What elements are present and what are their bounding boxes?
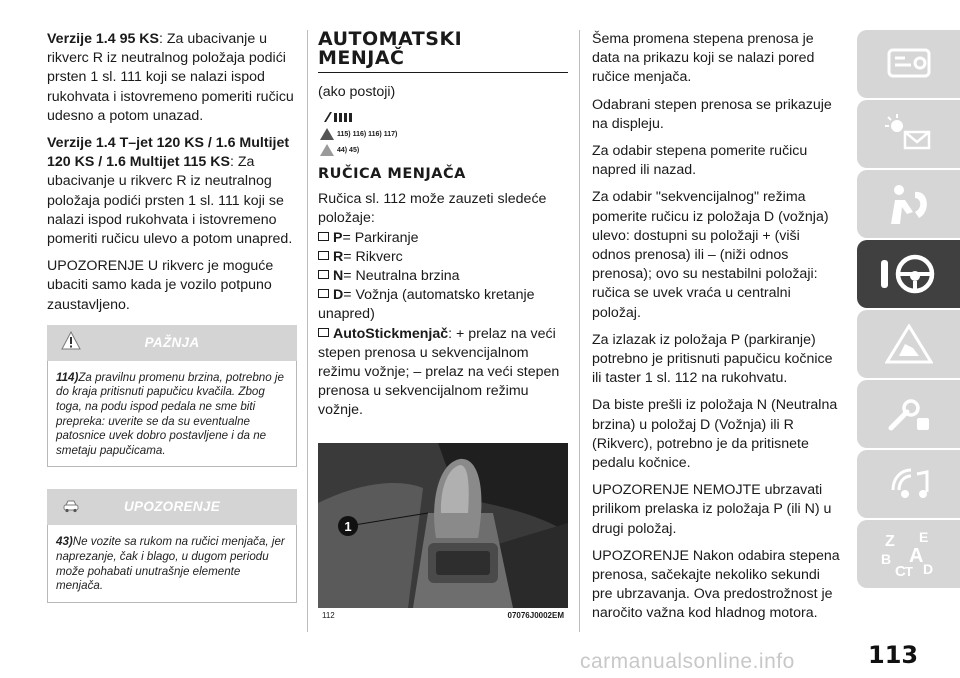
reverse-warning-text: UPOZORENJE U rikverc je moguće ubaciti samo kada je vozilo potpuno zaustavljeno. [47, 258, 274, 313]
tab-starting-driving[interactable] [857, 240, 960, 308]
note-number: 43) [56, 535, 73, 549]
caution-body [47, 525, 297, 602]
column-divider [307, 30, 308, 632]
body-paragraph: Za odabir stepena pomerite ručicu napred ili nazad. [592, 143, 808, 179]
tab-emergency[interactable] [857, 310, 960, 378]
service-wrench-icon [885, 394, 933, 434]
body-paragraph: Da biste prešli iz položaja N (Neutralna brzina) u položaj D (Vožnja) ili R (Rikverc), potrebno je da pritisnete pedalu kočnice. [592, 397, 838, 472]
note-number: 114) [56, 370, 79, 384]
note-text: Za pravilnu promenu brzina, potrebno je do kraja pritisnuti papučicu kvačila. Zbog toga, na podu ispod pedala ne sme biti prepreka: uverite se da su eventualne patosnice uvek dobro postavljene i da ne smetaju papučicama. [56, 370, 284, 457]
tab-warning-lights[interactable] [857, 100, 960, 168]
index-letter: E [918, 529, 928, 545]
figure-112 [318, 443, 568, 620]
figure-code: 07076J0002EM [507, 610, 564, 620]
title-line: AUTOMATSKI [318, 28, 463, 50]
gear-position-item [318, 267, 568, 286]
gear-desc: = Parkiranje [342, 229, 419, 246]
title-underline [318, 72, 568, 73]
subtitle: (ako postoji) [318, 84, 396, 100]
gear-desc: = Vožnja (automatsko kretanje unapred) [318, 287, 535, 323]
index-letter: A [908, 545, 923, 567]
body-paragraph: UPOZORENJE Nakon odabira stepena prenosa, sačekajte nekoliko sekundi pre ubrzavanja. Ova predostrožnost je naročito važna kod hladnog motora. [592, 547, 840, 622]
column-divider [579, 30, 580, 632]
middle-column [318, 30, 568, 620]
index-letter: T [904, 564, 913, 579]
title-line: MENJAČ [318, 47, 405, 69]
caution-title: UPOZORENJE [123, 499, 221, 515]
attention-title: PAŽNJA [144, 334, 200, 350]
gear-key: N [333, 268, 344, 285]
gear-key: AutoStickmenjač [333, 325, 449, 342]
caution-refs-row [320, 144, 568, 156]
version-label: Verzije 1.4 T–jet 120 KS / 1.6 Multijet 120 KS / 1.6 Multijet 115 KS [47, 135, 290, 171]
auto-gear-logo-row [320, 110, 568, 124]
page-number: 113 [868, 641, 919, 669]
gear-desc: = Rikverc [343, 248, 403, 265]
watermark: carmanualsonline.info [580, 650, 795, 673]
index-icon [879, 528, 939, 580]
attention-box [47, 325, 297, 468]
caution-refs: 44) 45) [337, 146, 360, 154]
caution-triangle-icon [320, 144, 334, 156]
bullet-square [318, 251, 329, 260]
index-letter: B [880, 551, 891, 567]
tab-dashboard[interactable] [857, 30, 960, 98]
version-text: : Za ubacivanje u rikverc R iz neutralnog položaja podići prsten 1 sl. 111 koji se nalazi ispod rukohvata i istovremeno pomeriti ručicu udesno a potom unazad. [47, 31, 294, 124]
dashboard-icon [887, 46, 931, 82]
caution-box [47, 489, 297, 602]
version-label: Verzije 1.4 95 KS [47, 31, 159, 47]
warning-lights-icon [885, 114, 933, 154]
figure-caption [318, 608, 568, 620]
version-text: : Za ubacivanje u rikverc R iz neutralnog položaja podići prsten 1 sl. 111 koji se nalazi ispod rukohvata i istovremeno pomeriti ručicu ulevo a potom unapred. [47, 154, 293, 248]
tab-service[interactable] [857, 380, 960, 448]
tab-index[interactable] [857, 520, 960, 588]
index-letter: D [922, 561, 933, 577]
subsection-title: RUČICA MENJAČA [318, 166, 466, 183]
body-paragraph: Odabrani stepen prenosa se prikazuje na displeju. [592, 96, 832, 132]
gear-desc: : + prelaz na veći stepen prenosa u sekvencijalnom režimu vožnje; – prelaz na veći stepen prenosa u sekvencijalnom režimu vožnje. [318, 325, 560, 419]
figure-number: 112 [322, 610, 335, 620]
bullet-square [318, 232, 329, 241]
attention-header [47, 325, 297, 361]
tab-safety[interactable] [857, 170, 960, 238]
left-column [47, 30, 297, 603]
bullet-square [318, 270, 329, 279]
body-paragraph: UPOZORENJE NEMOJTE ubrzavati prilikom prelaska iz položaja P (ili N) u drugi položaj. [592, 482, 832, 537]
bullet-square [318, 328, 329, 337]
auto-gearbox-icon [320, 110, 358, 124]
gear-intro: Ručica sl. 112 može zauzeti sledeće položaje: [318, 191, 547, 227]
paragraph-version-multijet [47, 134, 297, 249]
emergency-icon [885, 324, 933, 364]
warning-refs-row [320, 128, 568, 140]
index-letter: Z [884, 533, 895, 550]
bullet-square [318, 289, 329, 298]
body-paragraph: Za izlazak iz položaja P (parkiranje) potrebno je pritisnuti papučicu kočnice ili taster 1 sl. 112 na rukohvatu. [592, 331, 833, 387]
gear-key: P [333, 229, 343, 246]
gear-position-item [318, 229, 568, 248]
gear-key: D [333, 287, 344, 304]
gear-key: R [333, 248, 344, 265]
figure-callout-number: 1 [344, 518, 352, 534]
tab-multimedia[interactable] [857, 450, 960, 518]
right-column [592, 30, 842, 632]
steering-wheel-key-icon [879, 252, 939, 296]
safety-airbag-icon [885, 182, 933, 226]
multimedia-icon [885, 464, 933, 504]
attention-body [47, 361, 297, 468]
gear-desc: = Neutralna brzina [343, 268, 460, 285]
warning-refs: 115) 116) 116) 117) [337, 130, 398, 138]
gear-lever-photo [318, 443, 568, 608]
gear-position-item [318, 325, 568, 421]
gear-position-item [318, 286, 568, 324]
body-paragraph: Za odabir "sekvencijalnog" režima pomerite ručicu iz položaja D (vožnja) ulevo: dostupni su položaji + (viši odnos prenosa) ili – (niži odnos prenosa); ovo su nestabilni položaji: ručica se uvek vraća u centralni položaj. [592, 189, 829, 321]
paragraph-version-95 [47, 30, 297, 126]
caution-header [47, 489, 297, 525]
note-text: Ne vozite sa rukom na ručici menjača, jer naprezanje, čak i blago, u dugom periodu može pohabati unutrašnje elemente menjača. [56, 535, 285, 593]
body-paragraph: Šema promena stepena prenosa je data na prikazu koji se nalazi pored ručice menjača. [592, 31, 815, 86]
warning-triangle-icon [320, 128, 334, 140]
gear-lever-illustration [318, 443, 568, 608]
section-title [318, 30, 568, 68]
gear-position-item [318, 248, 568, 267]
index-letter: C [894, 563, 906, 580]
